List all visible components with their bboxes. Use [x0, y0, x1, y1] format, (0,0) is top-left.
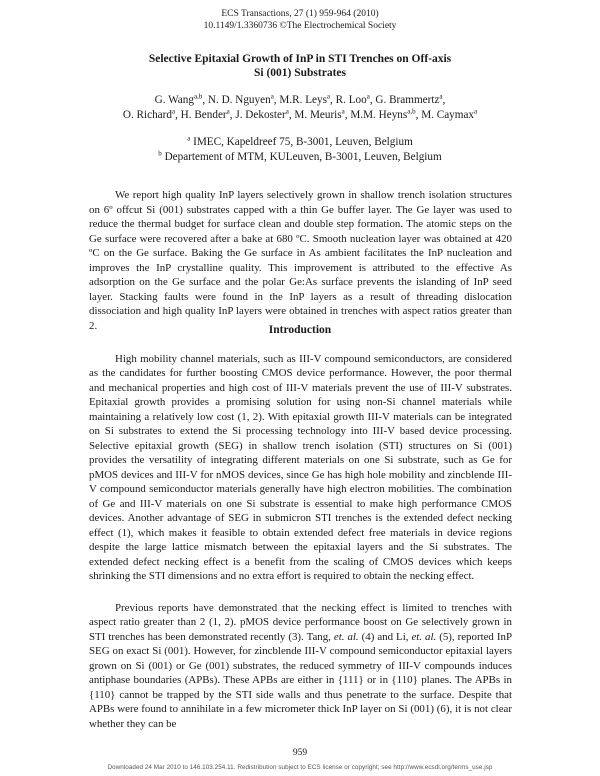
doi-copyright: 10.1149/1.3360736 ©The Electrochemical Society — [203, 21, 397, 31]
paper-title — [60, 52, 540, 80]
abstract: We report high quality InP layers selectively grown in shallow trench isolation structures on 6º offcut Si (001) substrates capped with a thin Ge buffer layer. The Ge layer was used to reduce the thermal budget for surface clean and double step formation. The atomic steps on the Ge surface were recovered after a bake at 680 ºC. Smooth nucleation layer was obtained at 420 ºC on the Ge surface. Baking the Ge surface in As ambient facilitates the InP nucleation and improves the InP crystalline quality. This improvement is attributed to the effective As adsorption on the Ge surface and the polar Ge:As surface prevents the islanding of InP seed layer. Stacking faults were found in the InP layers as a result of threading dislocation dissociation and high quality InP layers were obtained in trenches with aspect ratios greater than 2. — [89, 189, 512, 332]
download-footer: Downloaded 24 Mar 2010 to 146.103.254.11. Redistribution subject to ECS license or copyright; see http://www.ecsdl.org/terms_use.jsp — [107, 764, 493, 771]
author: M.M. Heyns$^{a,b}$ — [350, 107, 416, 121]
author: O. Richard$^a$ — [122, 107, 176, 121]
author: M. Caymax$^a$ — [421, 107, 478, 121]
author: J. Dekoster$^a$ — [235, 107, 289, 121]
author: N. D. Nguyen$^a$ — [207, 92, 274, 106]
section-heading: Introduction — [268, 324, 332, 336]
affiliation: $^b$ Departement of MTM, KULeuven, B-3001, Leuven, Belgium — [158, 148, 442, 163]
body-paragraph: High mobility channel materials, such as III-V compound semiconductors, are considered as the candidates for further boosting CMOS device performance. However, the poor thermal and mechanical properties and high cost of III-V materials prevent the use of III-V substrates. Epitaxial growth provides a promising solution for using non-Si channel materials while maintaining a relatively low cost (1, 2). With epitaxial growth III-V materials can be integrated on Si substrates to extend the Si processing technology into III-V based device processing. Selective epitaxial growth (SEG) in shallow trench isolation (STI) structures on Si (001) provides the versatility of integrating different materials on one Si substrate, such as Ge for pMOS devices and III-V for nMOS devices, since Ge has high hole mobility and zincblende III-V compound semiconductor materials generally have high electron mobilities. The combination of Ge and III-V materials on one Si substrate is essential to make high performance CMOS devices. Another advantage of SEG in submicron STI trenches is the extended defect necking effect (1), which makes it feasible to obtain extended defect free materials in device regions despite the large lattice mismatch between the epitaxial layers and the Si substrates. The extended defect necking effect is a benefit from the scaling of CMOS devices which keeps shrinking the STI dimensions and no extra effort is required to obtain the necking effect. — [89, 353, 512, 583]
page-number: 959 — [292, 748, 308, 758]
affiliation: $^a$ IMEC, Kapeldreef 75, B-3001, Leuven, Belgium — [187, 134, 413, 148]
author: M. Meuris$^a$ — [294, 107, 345, 121]
title-line-1: Selective Epitaxial Growth of InP in STI Trenches on Off-axis — [148, 53, 452, 65]
author: M.R. Leys$^a$ — [279, 92, 331, 106]
author: H. Bender$^a$ — [180, 107, 230, 121]
title-line-2: Si (001) Substrates — [253, 67, 346, 79]
author: G. Brammertz$^a$ — [375, 92, 443, 106]
author: R. Loo$^a$ — [335, 92, 370, 106]
author-list: G. Wang$^{a,b}$, N. D. Nguyen$^a$, M.R. Leys$^a$, R. Loo$^a$, G. Brammertz$^a$, O. Richard$^a$, H. Bender$^a$, J. Dekoster$^a$, M. Meuris$^a$, M.M. Heyns$^{a,b}$, M. Caymax$^a$ — [122, 92, 478, 121]
journal-citation: ECS Transactions, 27 (1) 959-964 (2010) — [221, 9, 379, 19]
body-paragraph: Previous reports have demonstrated that the necking effect is limited to trenches with aspect ratio greater than 2 (1, 2). pMOS device performance boost on Ge selectively grown in STI trenches has been demonstrated recently (3). Tang, et. al. (4) and Li, et. al. (5), reported InP SEG on exact Si (001). However, for zincblende III-V compound semiconductor epitaxial layers grown on Si (001) or Ge (001) substrates, the reduced symmetry of III-V compounds induces antiphase boundaries (APBs). These APBs are either in {111} or in {110} planes. The APBs in {110} cannot be trapped by the STI side walls and thus penetrate to the surface. Despite that APBs were found to annihilate in a few micrometer thick InP layer on Si (001) (6), it is not clear whether they can be — [89, 602, 512, 730]
affiliations — [0, 135, 600, 164]
author: G. Wang$^{a,b}$ — [154, 92, 203, 106]
